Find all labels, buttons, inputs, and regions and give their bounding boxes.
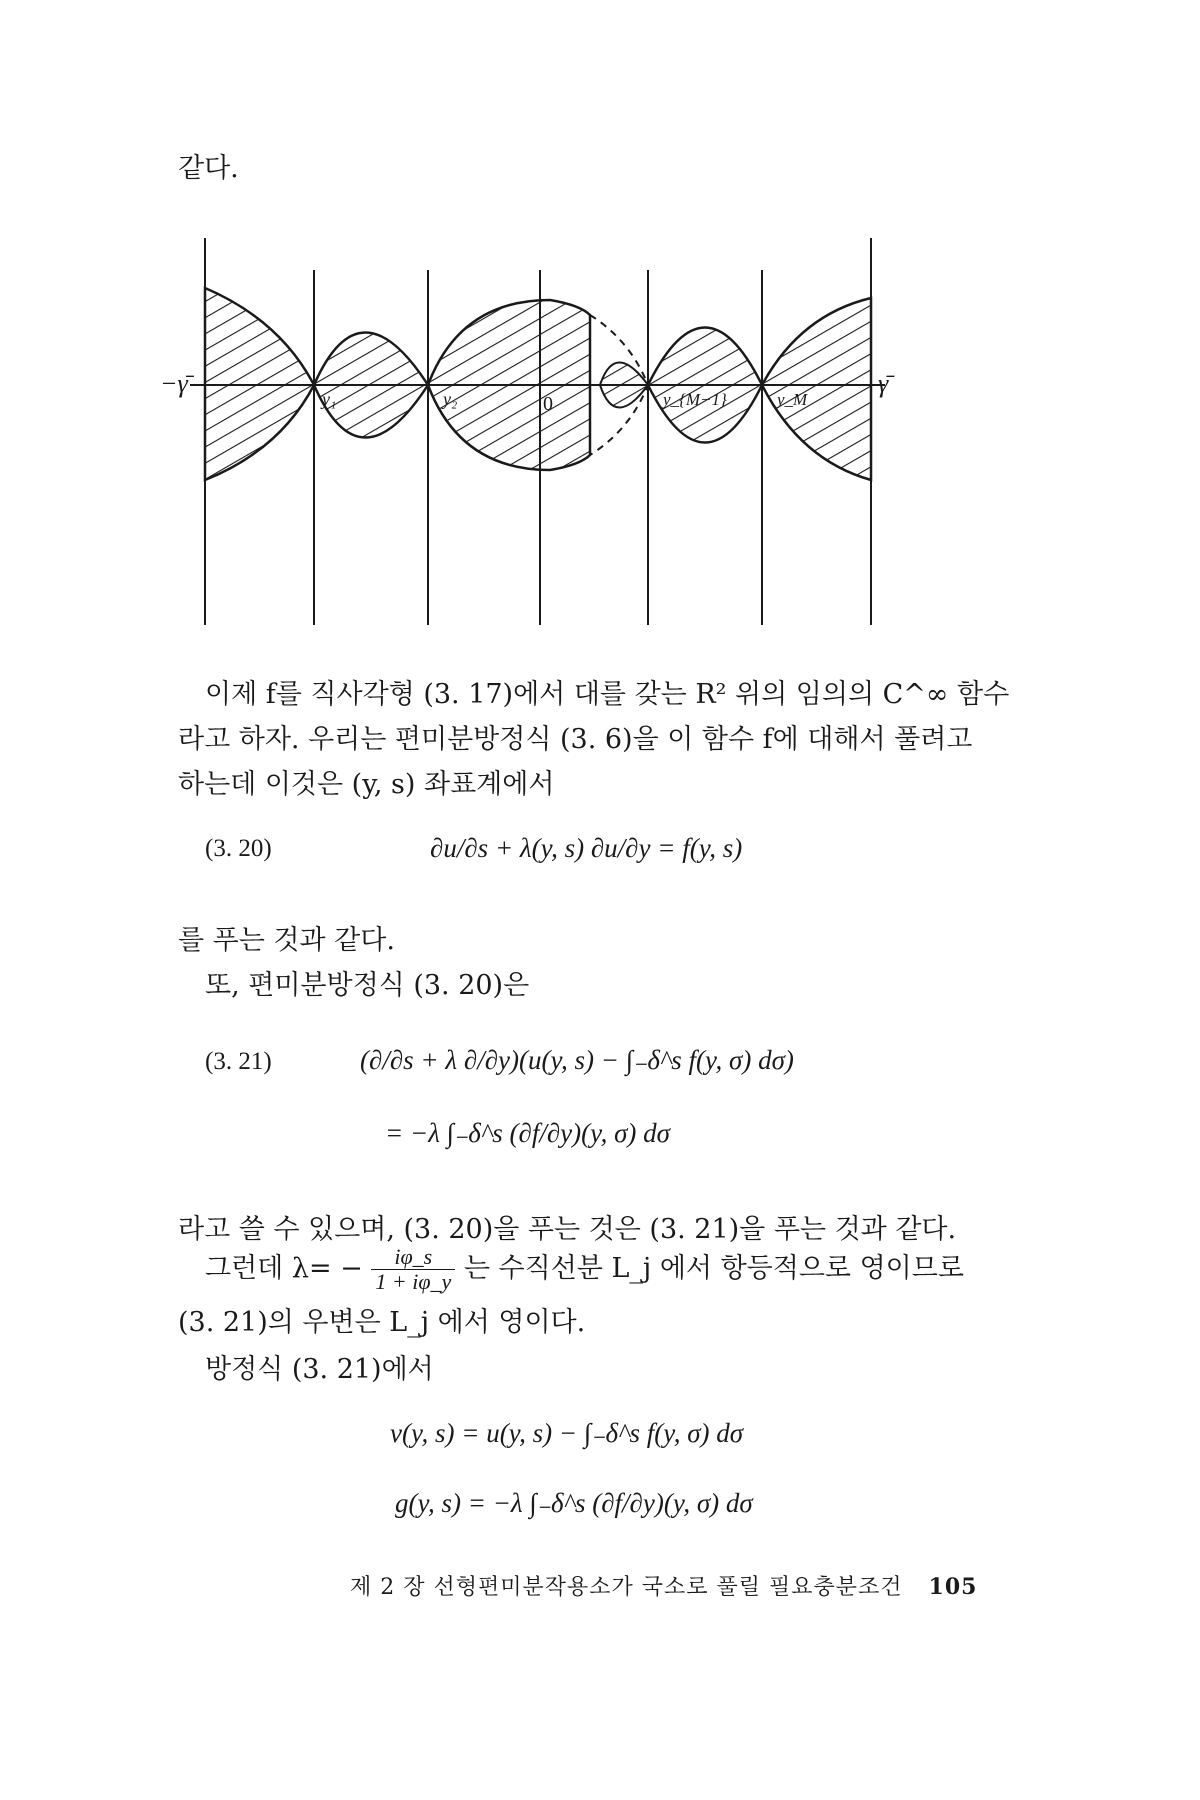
hatched-lens-figure <box>160 230 1040 630</box>
paragraph2-line2 <box>205 1245 1065 1294</box>
v-definition: v(y, s) = u(y, s) − ∫₋δ^s f(y, σ) dσ <box>390 1418 744 1448</box>
equation-3-20: ∂u/∂s + λ(y, s) ∂u/∂y = f(y, s) <box>430 833 743 863</box>
intro-fragment: 같다. <box>178 153 239 184</box>
running-footer <box>350 1570 977 1601</box>
lambda-fraction <box>371 1245 455 1294</box>
equation-3-21-line2: = −λ ∫₋δ^s (∂f/∂y)(y, σ) dσ <box>385 1118 670 1148</box>
label-y1: y₁ <box>322 389 337 409</box>
paragraph2-line4: 방정식 (3. 21)에서 <box>205 1354 434 1385</box>
label-yM-minus-1: y_{M−1} <box>663 390 727 409</box>
lens-right-edge <box>762 298 871 480</box>
lambda-prefix: 그런데 λ= − <box>205 1253 363 1285</box>
g-definition: g(y, s) = −λ ∫₋δ^s (∂f/∂y)(y, σ) dσ <box>395 1488 753 1518</box>
equation-3-20-number: (3. 20) <box>205 835 272 862</box>
paragraph1-line2: 라고 하자. 우리는 편미분방정식 (3. 6)을 이 함수 f에 대해서 풀려고 <box>178 724 973 755</box>
chapter-title: 제 2 장 선형편미분작용소가 국소로 풀릴 필요충분조건 <box>350 1575 903 1600</box>
lambda-numerator: iφ_s <box>371 1245 455 1270</box>
label-right-gamma: γ̄ <box>878 369 889 398</box>
label-y2: y₂ <box>443 389 458 409</box>
equation-3-21-number: (3. 21) <box>205 1048 272 1075</box>
label-zero: 0 <box>543 393 553 415</box>
after-eq-3-20: 를 푸는 것과 같다. <box>178 925 395 956</box>
label-left-gamma: −γ̄ <box>160 369 188 398</box>
lambda-suffix: 는 수직선분 L_j 에서 항등적으로 영이므로 <box>463 1253 964 1285</box>
lambda-denominator: 1 + iφ_y <box>375 1269 452 1295</box>
page-number: 105 <box>928 1574 978 1600</box>
equation-3-21-line1: (∂/∂s + λ ∂/∂y)(u(y, s) − ∫₋δ^s f(y, σ) dσ) <box>360 1045 794 1075</box>
paragraph2-line1: 라고 쓸 수 있으며, (3. 20)을 푸는 것은 (3. 21)을 푸는 것과 같다. <box>178 1214 957 1245</box>
label-yM: y_M <box>777 390 808 409</box>
paragraph2-line3: (3. 21)의 우변은 L_j 에서 영이다. <box>178 1307 586 1338</box>
paragraph1-line1: 이제 f를 직사각형 (3. 17)에서 대를 갖는 R² 위의 임의의 C^∞ 함수 <box>205 679 1010 710</box>
also-line: 또, 편미분방정식 (3. 20)은 <box>205 970 530 1001</box>
paragraph1-line3: 하는데 이것은 (y, s) 좌표계에서 <box>178 769 555 800</box>
